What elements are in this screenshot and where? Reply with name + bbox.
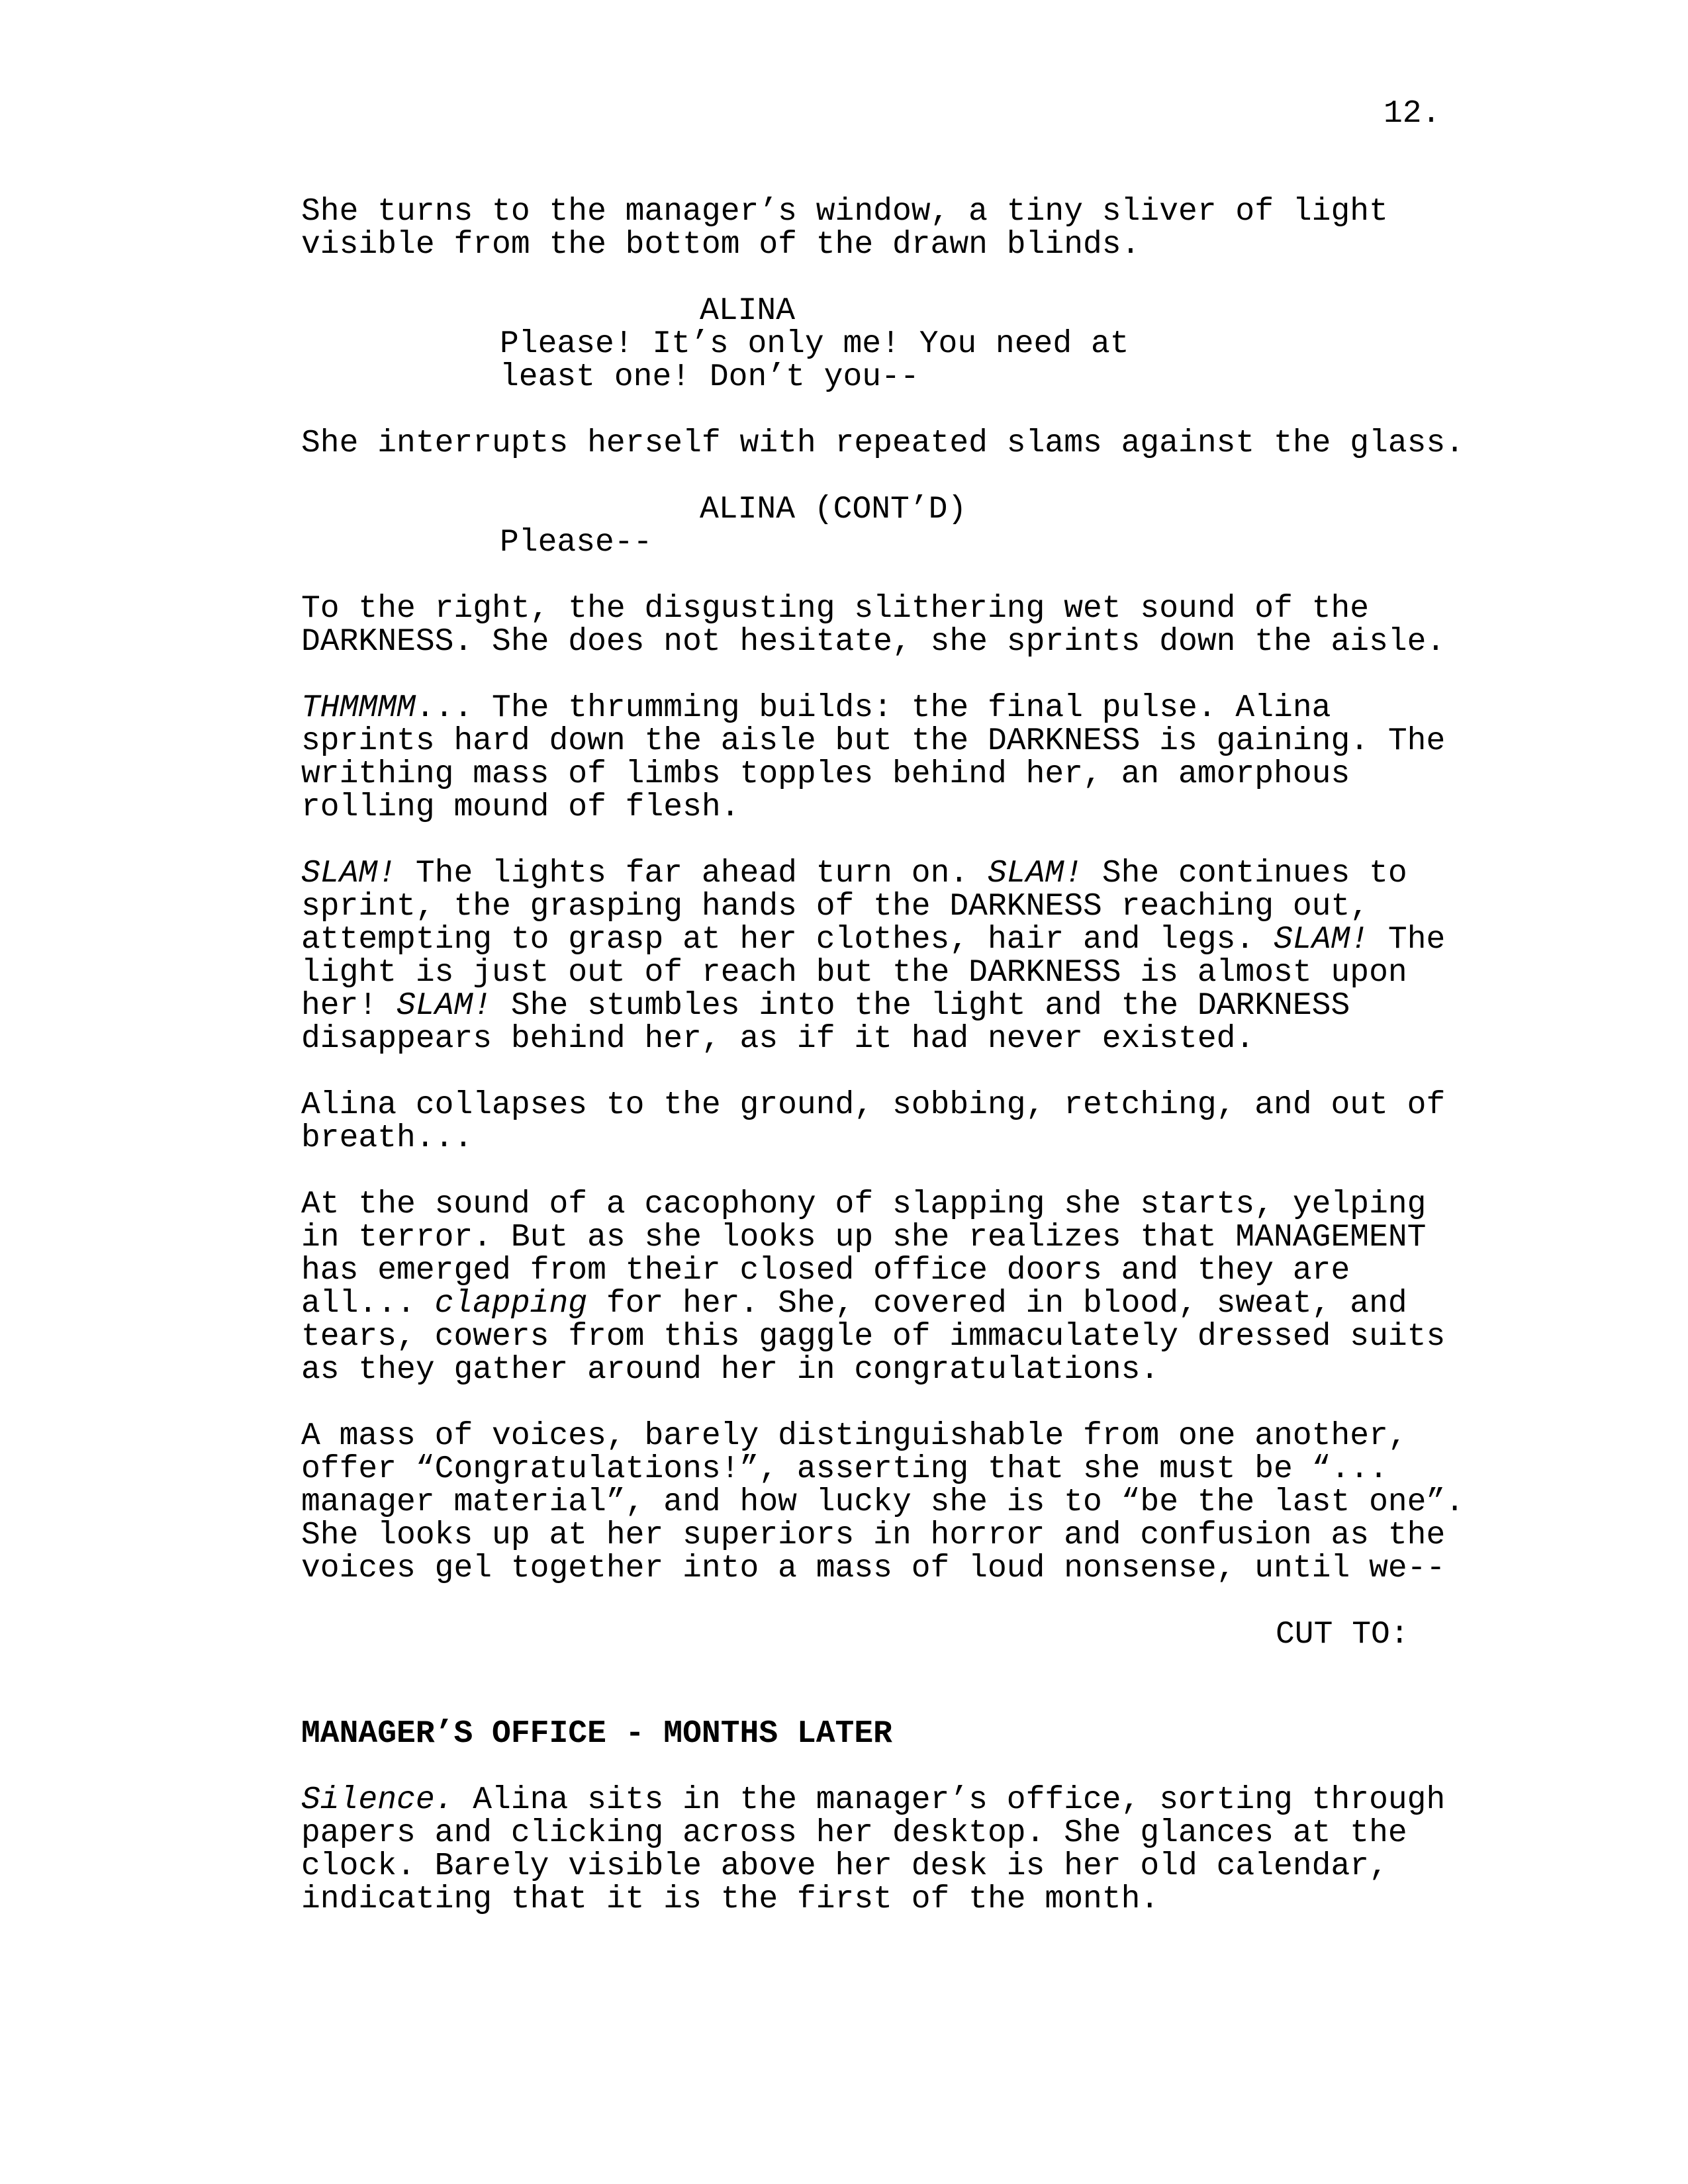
transition-cut-to <box>1276 1618 1409 1651</box>
action-turns-to-window-line-1 <box>301 195 1388 228</box>
text-run: her! <box>301 988 397 1024</box>
dialogue-alina-please-2 <box>500 526 652 559</box>
action-silence-office-line-3 <box>301 1850 1445 1883</box>
text-run: breath... <box>301 1120 473 1156</box>
text-run: She interrupts herself with repeated slams against the glass. <box>301 426 1465 461</box>
action-management-clapping-line-3 <box>301 1254 1445 1287</box>
transition-cut-to-line-1 <box>1276 1618 1409 1651</box>
action-mass-of-voices-line-2 <box>301 1453 1464 1486</box>
action-slam-chase-line-1 <box>301 857 1445 890</box>
text-run: voices gel together into a mass of loud nonsense, until we-- <box>301 1551 1446 1586</box>
text-run: has emerged from their closed office doors and they are <box>301 1253 1350 1289</box>
emphasized-text-run: SLAM! <box>1274 922 1370 958</box>
dialogue-alina-please-line-1 <box>500 328 1129 361</box>
action-turns-to-window <box>301 195 1388 261</box>
text-run: manager material”, and how lucky she is to “be the last one”. <box>301 1484 1465 1520</box>
text-run: She continues to <box>1083 856 1407 891</box>
action-darkness-sound-line-2 <box>301 625 1445 659</box>
dialogue-alina-please-2-line-1 <box>500 526 652 559</box>
action-slam-chase-line-2 <box>301 890 1445 923</box>
character-cue-alina-line-1 <box>700 295 795 328</box>
text-run: offer “Congratulations!”, asserting that she must be “... <box>301 1451 1388 1487</box>
emphasized-text-run: clapping <box>434 1286 588 1322</box>
text-run: Alina collapses to the ground, sobbing, retching, and out of <box>301 1087 1446 1123</box>
text-run: papers and clicking across her desktop. She glances at the <box>301 1815 1407 1851</box>
action-slam-chase-line-4 <box>301 956 1445 989</box>
character-cue-alina-contd <box>700 493 966 526</box>
text-run: ... The thrumming builds: the final pulse. Alina <box>415 690 1331 726</box>
text-run: all... <box>301 1286 435 1322</box>
action-alina-collapses <box>301 1089 1445 1155</box>
action-mass-of-voices-line-1 <box>301 1420 1464 1453</box>
text-run: ALINA <box>700 293 796 329</box>
text-run: At the sound of a cacophony of slapping she starts, yelping <box>301 1187 1427 1222</box>
character-cue-alina <box>700 295 795 328</box>
text-run: DARKNESS. She does not hesitate, she sprints down the aisle. <box>301 624 1446 660</box>
dialogue-alina-please <box>500 328 1129 394</box>
text-run: ALINA (CONT’D) <box>700 492 967 527</box>
text-run: Alina sits in the manager’s office, sorting through <box>453 1782 1446 1818</box>
action-slam-chase-line-6 <box>301 1023 1445 1056</box>
action-mass-of-voices-line-5 <box>301 1552 1464 1585</box>
emphasized-text-run: SLAM! <box>987 856 1084 891</box>
action-thrumming-builds-line-1 <box>301 692 1445 725</box>
emphasized-text-run: SLAM! <box>397 988 492 1024</box>
text-run: clock. Barely visible above her desk is her old calendar, <box>301 1848 1388 1884</box>
action-management-clapping-line-1 <box>301 1188 1445 1221</box>
action-silence-office <box>301 1784 1445 1916</box>
text-run: A mass of voices, barely distinguishable from one another, <box>301 1418 1407 1454</box>
dialogue-alina-please-line-2 <box>500 361 1129 394</box>
text-run: CUT TO: <box>1276 1617 1409 1653</box>
text-run: attempting to grasp at her clothes, hair and legs. <box>301 922 1274 958</box>
text-run: light is just out of reach but the DARKNESS is almost upon <box>301 955 1407 991</box>
text-run: She looks up at her superiors in horror and confusion as the <box>301 1518 1446 1553</box>
action-alina-collapses-line-2 <box>301 1122 1445 1155</box>
text-run: as they gather around her in congratulations. <box>301 1352 1160 1388</box>
action-silence-office-line-4 <box>301 1883 1445 1916</box>
text-run: least one! Don’t you-- <box>500 359 919 395</box>
scene-heading-managers-office <box>301 1717 892 1751</box>
text-run: Please! It’s only me! You need at <box>500 326 1129 362</box>
action-turns-to-window-line-2 <box>301 228 1388 261</box>
action-interrupts-herself <box>301 427 1464 460</box>
text-run: tears, cowers from this gaggle of immaculately dressed suits <box>301 1319 1446 1355</box>
action-management-clapping-line-5 <box>301 1320 1445 1353</box>
action-mass-of-voices-line-3 <box>301 1486 1464 1519</box>
text-run: sprints hard down the aisle but the DARKNESS is gaining. The <box>301 723 1446 759</box>
emphasized-text-run: Silence. <box>301 1782 454 1818</box>
action-silence-office-line-2 <box>301 1817 1445 1850</box>
text-run: disappears behind her, as if it had never existed. <box>301 1021 1255 1057</box>
scene-heading-managers-office-line-1 <box>301 1717 892 1751</box>
text-run: writhing mass of limbs topples behind her, an amorphous <box>301 756 1350 792</box>
text-run: rolling mound of flesh. <box>301 790 740 825</box>
action-slam-chase <box>301 857 1445 1056</box>
action-management-clapping-line-6 <box>301 1353 1445 1387</box>
action-silence-office-line-1 <box>301 1784 1445 1817</box>
action-thrumming-builds <box>301 692 1445 824</box>
action-darkness-sound-line-1 <box>301 592 1445 625</box>
action-alina-collapses-line-1 <box>301 1089 1445 1122</box>
action-thrumming-builds-line-3 <box>301 758 1445 791</box>
text-run: MANAGER’S OFFICE - MONTHS LATER <box>301 1716 892 1752</box>
action-slam-chase-line-5 <box>301 989 1445 1023</box>
action-mass-of-voices-line-4 <box>301 1519 1464 1552</box>
text-run: for her. She, covered in blood, sweat, and <box>587 1286 1407 1322</box>
text-run: in terror. But as she looks up she realizes that MANAGEMENT <box>301 1220 1427 1255</box>
action-management-clapping <box>301 1188 1445 1387</box>
text-run: She stumbles into the light and the DARKNESS <box>492 988 1350 1024</box>
action-management-clapping-line-4 <box>301 1287 1445 1320</box>
action-mass-of-voices <box>301 1420 1464 1585</box>
text-run: The lights far ahead turn on. <box>397 856 988 891</box>
text-run: Please-- <box>500 525 653 561</box>
action-interrupts-herself-line-1 <box>301 427 1464 460</box>
action-thrumming-builds-line-2 <box>301 725 1445 758</box>
emphasized-text-run: SLAM! <box>301 856 397 891</box>
action-thrumming-builds-line-4 <box>301 791 1445 824</box>
action-slam-chase-line-3 <box>301 923 1445 956</box>
character-cue-alina-contd-line-1 <box>700 493 966 526</box>
action-darkness-sound <box>301 592 1445 659</box>
text-run: sprint, the grasping hands of the DARKNESS reaching out, <box>301 889 1370 925</box>
page-number: 12. <box>1383 96 1441 132</box>
text-run: The <box>1369 922 1446 958</box>
action-management-clapping-line-2 <box>301 1221 1445 1254</box>
text-run: indicating that it is the first of the month. <box>301 1882 1160 1917</box>
text-run: visible from the bottom of the drawn blinds. <box>301 227 1141 263</box>
emphasized-text-run: THMMMM <box>301 690 416 726</box>
text-run: She turns to the manager’s window, a tiny sliver of light <box>301 194 1388 230</box>
text-run: To the right, the disgusting slithering wet sound of the <box>301 591 1370 627</box>
